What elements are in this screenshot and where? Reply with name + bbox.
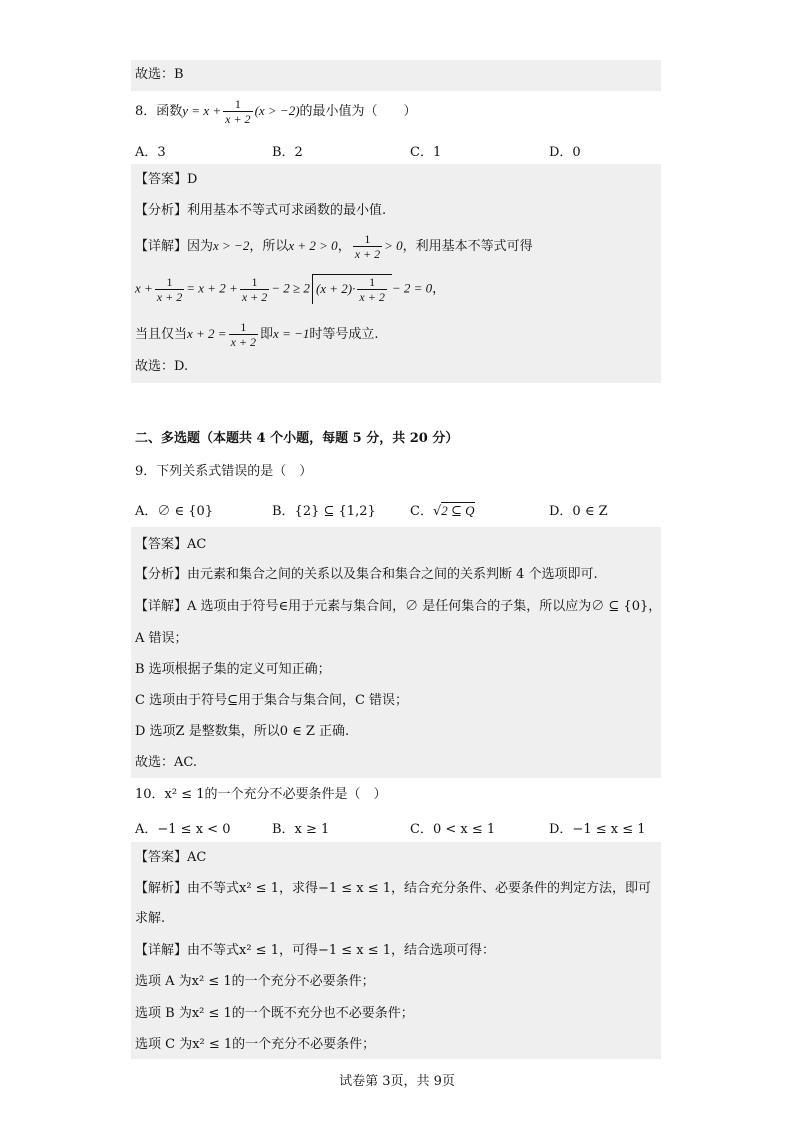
option-c: C．1 [410,145,442,160]
detail-q9-line4: C 选项由于符号⊆用于集合与集合间，C 错误； [135,693,409,708]
analysis-q10-line1: 【解析】由不等式x² ≤ 1，求得−1 ≤ x ≤ 1，结合充分条件、必要条件的判定方法，即可 [135,881,652,896]
option-a: A．−1 ≤ x < 0 [135,822,231,837]
question-8-stem: 8．函数y = x + $\frac{1}{x + 2}$ (x > −2)的最小值为（ ） [135,97,417,126]
option-c: C．√2 ⊆ Q [410,503,475,519]
answer-q10: 【答案】AC [135,850,207,865]
option-c: C．0 < x ≤ 1 [410,822,496,837]
question-10-stem: 10．x² ≤ 1的一个充分不必要条件是（ ） [135,787,387,802]
conclusion-q7: 故选：B [135,67,184,82]
sqrt-symbol: √ [432,504,442,519]
answer-q9: 【答案】AC [135,537,207,552]
option-d: D．−1 ≤ x ≤ 1 [549,822,646,837]
answer-q8: 【答案】D [135,172,198,187]
option-d: D．0 [549,145,581,160]
analysis-q9: 【分析】由元素和集合之间的关系以及集合和集合之间的关系判断 4 个选项即可. [135,567,598,582]
option-b: B．{2} ⊆ {1,2} [272,504,376,519]
detail-q8-condition: 当且仅当x + 2 = $\frac{1}{x + 2}$ 即x = −1时等号成立. [135,320,379,349]
option-a: A．3 [135,145,166,160]
detail-q10-line1: 【详解】由不等式x² ≤ 1，可得−1 ≤ x ≤ 1，结合选项可得： [135,943,496,958]
detail-q10-line4: 选项 C 为x² ≤ 1的一个充分不必要条件； [135,1037,376,1052]
analysis-q8: 【分析】利用基本不等式可求函数的最小值. [135,203,387,218]
detail-q9-line3: B 选项根据子集的定义可知正确； [135,662,331,677]
detail-q9-line1: 【详解】A 选项由于符号∈用于元素与集合间，∅ 是任何集合的子集，所以应为∅ ⊆ {0}， [135,599,662,614]
detail-q10-line2: 选项 A 为x² ≤ 1的一个充分不必要条件； [135,974,375,989]
option-d: D．0 ∈ Z [549,504,608,519]
option-b: B．x ≥ 1 [272,822,330,837]
conclusion-q8: 故选：D. [135,359,189,374]
question-number: 8．函数 [135,104,183,119]
conclusion-q9: 故选：AC. [135,755,198,770]
detail-q9-line5: D 选项Z 是整数集，所以0 ∈ Z 正确. [135,724,350,739]
fraction: $\frac{1}{x + 2}$ [225,97,251,126]
square-root: (x + 2)· $\frac{1}{x + 2}$ [312,274,392,304]
page-footer: 试卷第 3页，共 9页 [339,1074,455,1089]
detail-q8-line1: 【详解】因为x > −2，所以x + 2 > 0， $\frac{1}{x + 2}$ > 0，利用基本不等式可得 [135,232,533,261]
question-9-stem: 9．下列关系式错误的是（ ） [135,464,313,479]
option-a: A．∅ ∈ {0} [135,504,214,519]
section-title: 二、多选题（本题共 4 个小题，每题 5 分，共 20 分） [135,431,459,446]
detail-q8-equation: x + $\frac{1}{x + 2}$ = x + 2 + $\frac{1}{x + 2}$ − 2 ≥ 2 (x + 2)· $\frac{1}{x + 2}$ − 2 = 0， [135,274,446,304]
analysis-q10-line2: 求解. [135,911,166,926]
option-b: B．2 [272,145,303,160]
answer-block-q7-tail [131,60,661,91]
detail-q10-line3: 选项 B 为x² ≤ 1的一个既不充分也不必要条件； [135,1006,414,1021]
detail-q9-line2: A 错误； [135,631,188,646]
